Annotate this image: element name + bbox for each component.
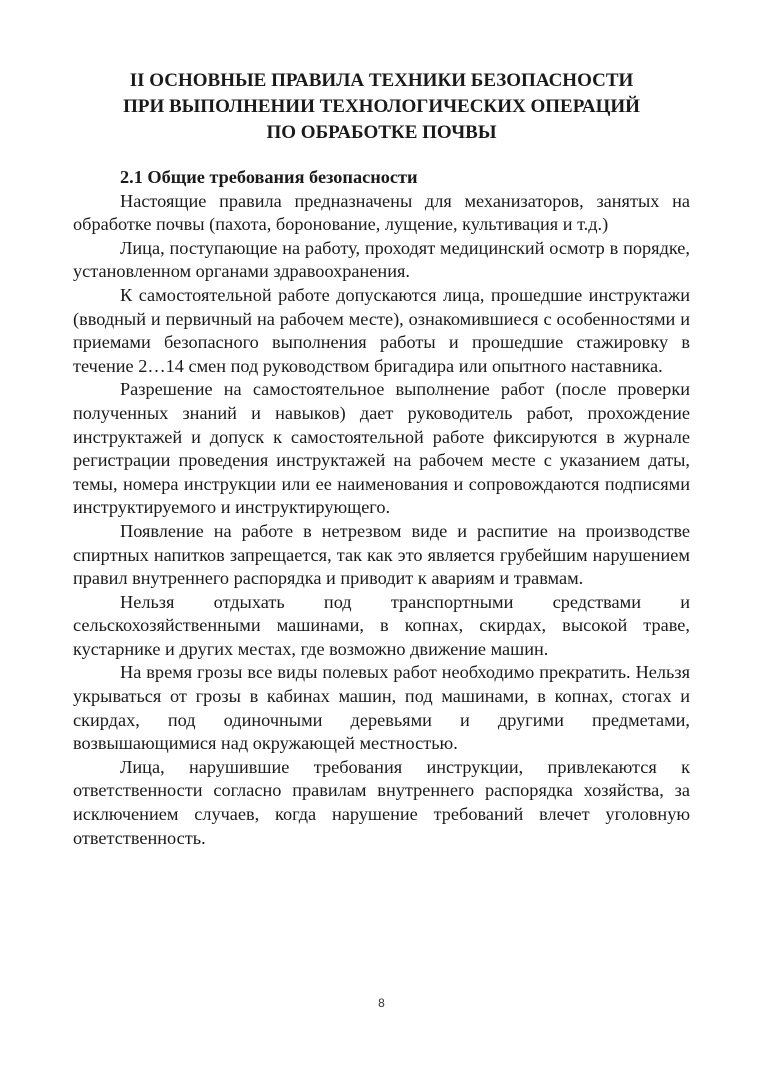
paragraph-thunderstorm: На время грозы все виды полевых работ необходимо прекратить. Нельзя укрываться от грозы в кабинах машин, под машинами, в копнах, стогах и скирдах, под одиночными деревьями и другими предметами, возвышающимися над окружающей местностью. [73, 662, 690, 754]
paragraph-admission: К самостоятельной работе допускаются лица, прошедшие инструктажи (вводный и первичный на рабочем месте), ознакомившиеся с особенностями и приемами безопасного выполнения работы и прошедшие стажировку в течение 2…14 смен под руководством бригадира или опытного наставника. [73, 284, 690, 376]
paragraph-resting: Нельзя отдыхать под транспортными средствами и сельскохозяйственными машинами, в копнах, скирдах, высокой траве, кустарнике и других местах, где возможно движение машин. [73, 591, 690, 659]
paragraph-permission: Разрешение на самостоятельное выполнение работ (после проверки полученных знаний и навыков) дает руководитель работ, прохождение инструктажей и допуск к самостоятельной работе фиксируются в журнале регистрации проведения инструктажей на рабочем месте с указанием даты, темы, номера инструкции или ее наименования и сопровождаются подписями инструктируемого и инструктирующего. [73, 379, 690, 518]
chapter-title-line-2: ПРИ ВЫПОЛНЕНИИ ТЕХНОЛОГИЧЕСКИХ ОПЕРАЦИЙ [123, 96, 640, 117]
chapter-title-line-3: ПО ОБРАБОТКЕ ПОЧВЫ [266, 122, 497, 143]
page-number: 8 [378, 996, 385, 1010]
section-heading: 2.1 Общие требования безопасности [120, 167, 418, 187]
chapter-title-line-1: II ОСНОВНЫЕ ПРАВИЛА ТЕХНИКИ БЕЗОПАСНОСТИ [129, 70, 634, 91]
chapter-title [73, 68, 690, 146]
paragraph-alcohol: Появление на работе в нетрезвом виде и распитие на производстве спиртных напитков запрещается, так как это является грубейшим нарушением правил внутреннего распорядка и приводит к авариям и травмам. [73, 520, 690, 589]
page-content [73, 68, 690, 850]
paragraph-medical-exam: Лица, поступающие на работу, проходят медицинский осмотр в порядке, установленном органами здравоохранения. [73, 237, 690, 282]
paragraph-scope: Настоящие правила предназначены для механизаторов, занятых на обработке почвы (пахота, боронование, лущение, культивация и т.д.) [73, 190, 690, 235]
paragraph-responsibility: Лица, нарушившие требования инструкции, привлекаются к ответственности согласно правилам внутреннего распорядка хозяйства, за исключением случаев, когда нарушение требований влечет уголовную ответственность. [73, 756, 690, 848]
